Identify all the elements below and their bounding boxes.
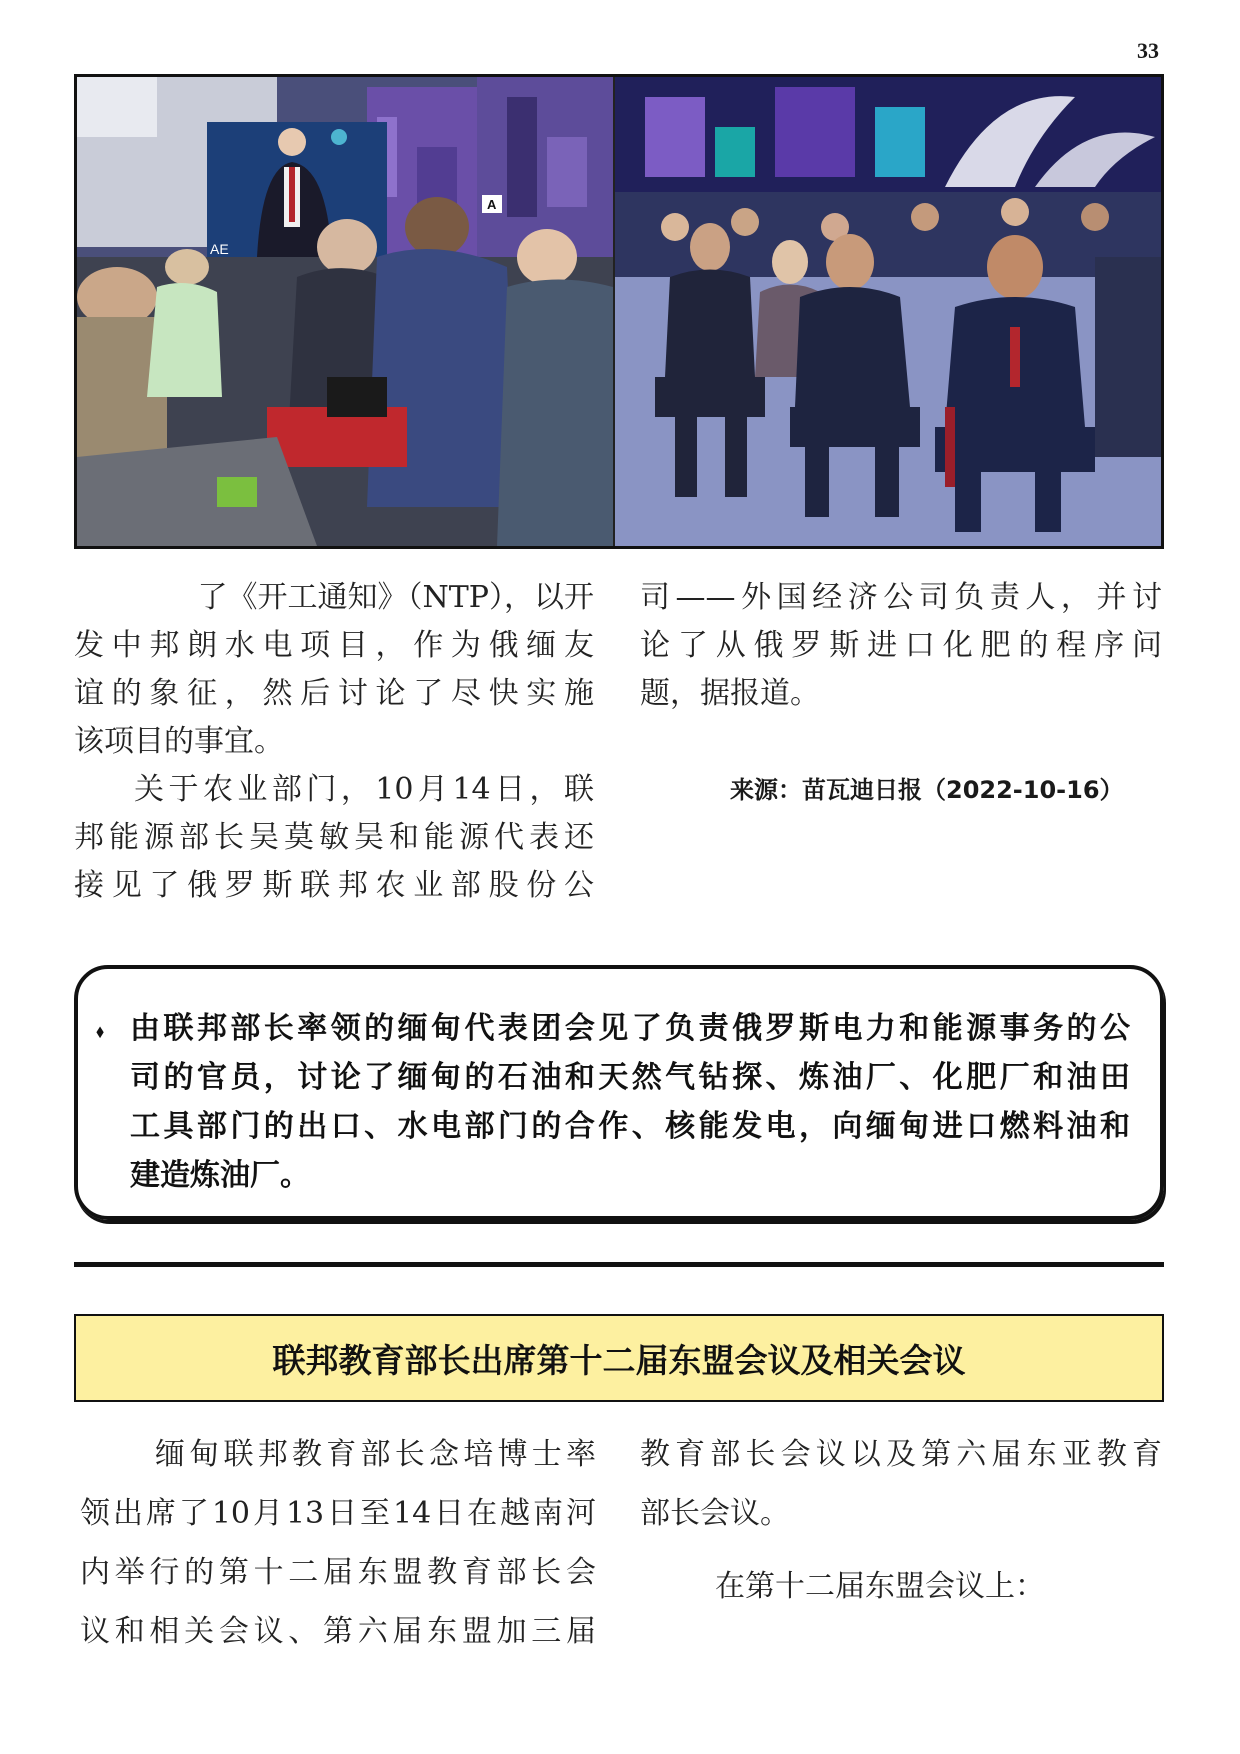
text-line: 发中邦朗水电项目，作为俄缅友 [74,628,594,663]
callout-text [130,1004,1130,1200]
text-line: 部长会议。 [640,1496,790,1531]
text-line: 工具部门的出口、水电部门的合作、核能发电，向缅甸进口燃料油和 [130,1109,1130,1144]
diamond-bullet-icon: ⬧ [96,1021,105,1042]
text-line: 关于农业部门，10月14日，联 [134,772,594,807]
page-number: 33 [1137,38,1159,63]
text-line: 论了从俄罗斯进口化肥的程序问 [640,628,1162,663]
text-line: 了《开工通知》（NTP），以开 [197,580,594,615]
summary-callout [74,965,1164,1220]
text-line: 建造炼油厂。 [130,1158,310,1193]
forum-speech-photo [77,77,615,546]
screen-label: AE [210,241,229,257]
article1-right-column [640,574,1162,718]
article2-left-column [80,1425,596,1661]
article1-paragraph-2 [74,766,594,910]
forum-speech-illustration [77,77,613,546]
text-line: 缅甸联邦教育部长念培博士率 [155,1437,596,1472]
text-line: 议和相关会议、第六届东盟加三届 [80,1614,596,1649]
text-line: 接见了俄罗斯联邦农业部股份公 [74,868,594,903]
text-line: 内举行的第十二届东盟教育部长会 [80,1555,596,1590]
article2-title: 联邦教育部长出席第十二届东盟会议及相关会议 [272,1340,966,1380]
text-line: 由联邦部长率领的缅甸代表团会见了负责俄罗斯电力和能源事务的公 [130,1011,1130,1046]
text-line: 题，据报道。 [640,676,820,711]
text-line: 司——外国经济公司负责人，并讨 [640,580,1162,615]
text-line: 该项目的事宜。 [74,724,284,759]
text-line: 教育部长会议以及第六届东亚教育 [640,1437,1162,1472]
article1-paragraph-1 [74,574,594,766]
article1-left-column [74,574,594,910]
article1-source: 来源：苗瓦迪日报（2022-10-16） [730,776,1124,804]
delegation-seated-illustration [615,77,1161,546]
article2-title-box [74,1314,1164,1402]
text-line: 谊的象征，然后讨论了尽快实施 [74,676,594,711]
hall-sign-letter: A [487,197,497,212]
text-line: 在第十二届东盟会议上： [715,1569,1045,1604]
text-line: 邦能源部长吴莫敏吴和能源代表还 [74,820,594,855]
section-divider [74,1262,1164,1267]
text-line: 领出席了10月13日至14日在越南河 [80,1496,596,1531]
article2-right-column [640,1425,1162,1616]
text-line: 司的官员，讨论了缅甸的石油和天然气钻探、炼油厂、化肥厂和油田 [130,1060,1130,1095]
delegation-seated-photo [615,77,1161,546]
photo-frame [74,74,1164,549]
